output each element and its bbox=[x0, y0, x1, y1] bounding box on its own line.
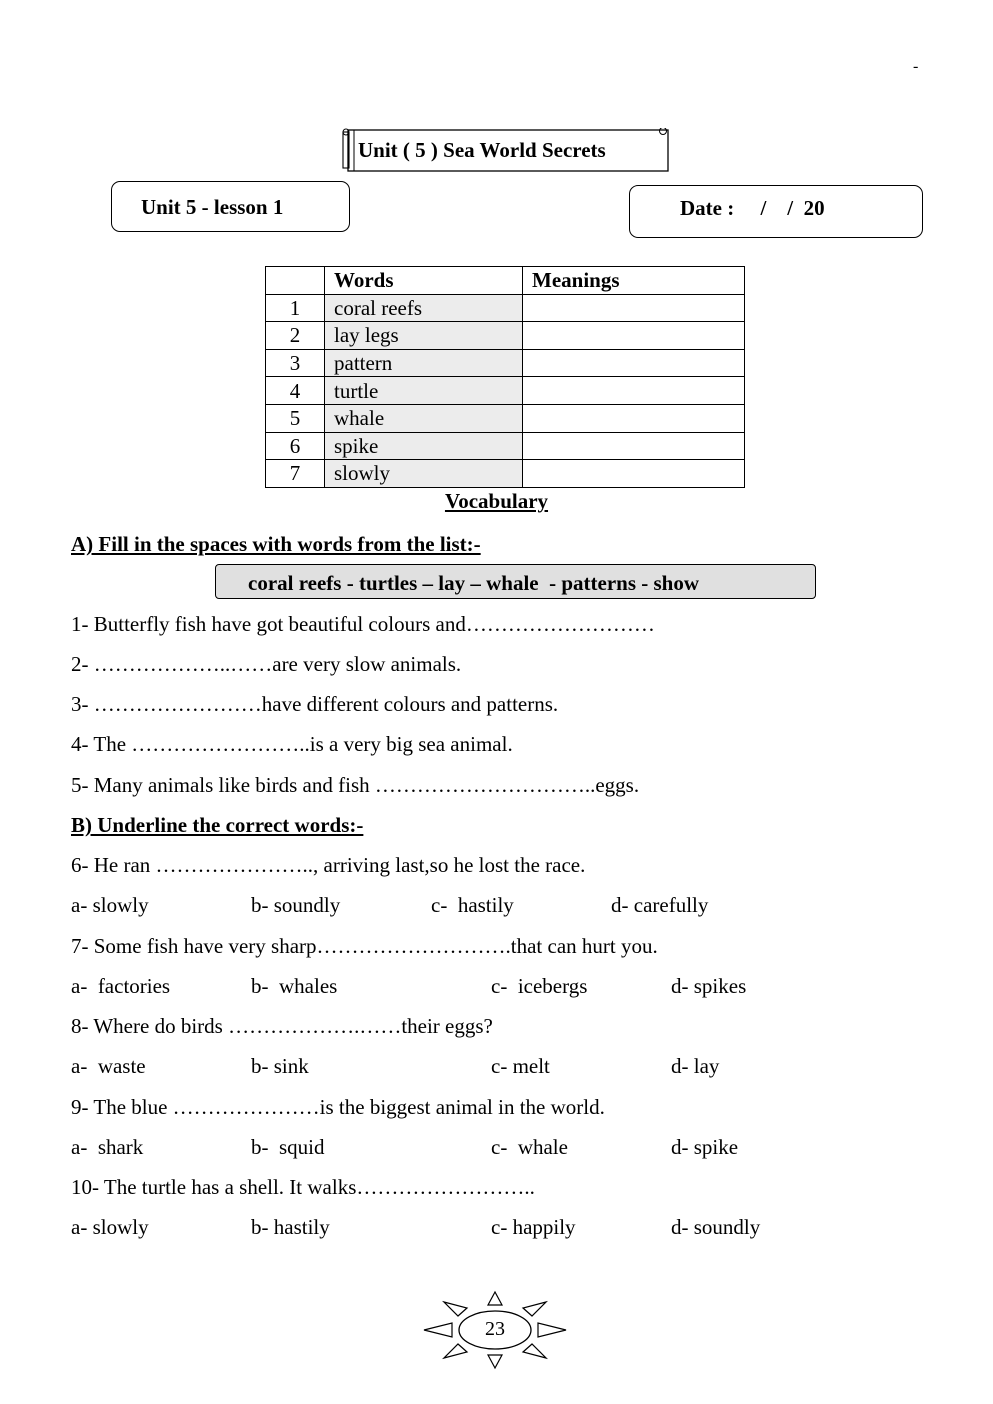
table-row bbox=[266, 460, 745, 488]
option-b[interactable]: b- whales bbox=[251, 974, 338, 998]
row-number: 1 bbox=[266, 294, 325, 322]
table-row bbox=[266, 377, 745, 405]
header-words: Words bbox=[325, 267, 523, 295]
option-a[interactable]: a- slowly bbox=[71, 893, 149, 917]
section-a-title: A) Fill in the spaces with words from the list:- bbox=[71, 532, 481, 556]
option-c[interactable]: c- whale bbox=[491, 1135, 568, 1159]
question-text: 6- He ran ………………….., arriving last,so he lost the race. bbox=[71, 853, 586, 877]
row-number: 3 bbox=[266, 349, 325, 377]
row-number: 6 bbox=[266, 432, 325, 460]
row-meaning[interactable] bbox=[523, 404, 745, 432]
option-c[interactable]: c- happily bbox=[491, 1215, 576, 1239]
option-d[interactable]: d- lay bbox=[671, 1054, 720, 1078]
question-text: 9- The blue …………………is the biggest animal in the world. bbox=[71, 1095, 605, 1119]
header-number bbox=[266, 267, 325, 295]
page-number: 23 bbox=[485, 1318, 505, 1340]
unit-title: Unit ( 5 ) Sea World Secrets bbox=[358, 138, 606, 162]
option-d[interactable]: d- spike bbox=[671, 1135, 739, 1159]
unit-title-scroll bbox=[340, 128, 668, 171]
option-a[interactable]: a- factories bbox=[71, 974, 171, 998]
page-number-sun bbox=[422, 1290, 568, 1370]
option-c[interactable]: c- hastily bbox=[431, 893, 514, 917]
option-b[interactable]: b- squid bbox=[251, 1135, 325, 1159]
header-meanings: Meanings bbox=[523, 267, 745, 295]
row-word: whale bbox=[325, 404, 523, 432]
option-a[interactable]: a- slowly bbox=[71, 1215, 149, 1239]
row-word: lay legs bbox=[325, 322, 523, 350]
fill-item: 3- ……………………have different colours and patterns. bbox=[71, 692, 559, 716]
option-b[interactable]: b- soundly bbox=[251, 893, 341, 917]
row-meaning[interactable] bbox=[523, 377, 745, 405]
fill-item: 1- Butterfly fish have got beautiful colours and……………………… bbox=[71, 612, 655, 636]
corner-mark: - bbox=[913, 58, 919, 75]
option-c[interactable]: c- icebergs bbox=[491, 974, 588, 998]
table-row bbox=[266, 349, 745, 377]
row-meaning[interactable] bbox=[523, 349, 745, 377]
section-b-title: B) Underline the correct words:- bbox=[71, 813, 364, 837]
row-word: turtle bbox=[325, 377, 523, 405]
row-meaning[interactable] bbox=[523, 294, 745, 322]
row-word: coral reefs bbox=[325, 294, 523, 322]
option-d[interactable]: d- carefully bbox=[611, 893, 709, 917]
table-row bbox=[266, 404, 745, 432]
row-word: spike bbox=[325, 432, 523, 460]
row-number: 7 bbox=[266, 460, 325, 488]
date-field: Date : / / 20 bbox=[629, 185, 923, 238]
row-word: slowly bbox=[325, 460, 523, 488]
row-number: 5 bbox=[266, 404, 325, 432]
word-bank: coral reefs - turtles – lay – whale - patterns - show bbox=[215, 564, 816, 599]
row-word: pattern bbox=[325, 349, 523, 377]
fill-item: 5- Many animals like birds and fish …………………………..eggs. bbox=[71, 773, 640, 797]
option-b[interactable]: b- hastily bbox=[251, 1215, 330, 1239]
vocabulary-heading: Vocabulary bbox=[444, 489, 549, 513]
table-row bbox=[266, 322, 745, 350]
option-b[interactable]: b- sink bbox=[251, 1054, 309, 1078]
option-a[interactable]: a- shark bbox=[71, 1135, 144, 1159]
row-meaning[interactable] bbox=[523, 460, 745, 488]
question-text: 8- Where do birds ……………….……their eggs? bbox=[71, 1014, 493, 1038]
option-d[interactable]: d- soundly bbox=[671, 1215, 761, 1239]
vocabulary-table bbox=[265, 266, 745, 488]
row-number: 2 bbox=[266, 322, 325, 350]
question-text: 10- The turtle has a shell. It walks…………………….. bbox=[71, 1175, 535, 1199]
option-d[interactable]: d- spikes bbox=[671, 974, 747, 998]
question-text: 7- Some fish have very sharp……………………….that can hurt you. bbox=[71, 934, 658, 958]
row-meaning[interactable] bbox=[523, 322, 745, 350]
lesson-label: Unit 5 - lesson 1 bbox=[111, 181, 350, 232]
row-number: 4 bbox=[266, 377, 325, 405]
option-a[interactable]: a- waste bbox=[71, 1054, 146, 1078]
table-row bbox=[266, 432, 745, 460]
row-meaning[interactable] bbox=[523, 432, 745, 460]
table-header-row bbox=[266, 267, 745, 295]
fill-item: 4- The ……………………..is a very big sea animal. bbox=[71, 732, 513, 756]
fill-item: 2- ………………..……are very slow animals. bbox=[71, 652, 462, 676]
table-row bbox=[266, 294, 745, 322]
option-c[interactable]: c- melt bbox=[491, 1054, 550, 1078]
